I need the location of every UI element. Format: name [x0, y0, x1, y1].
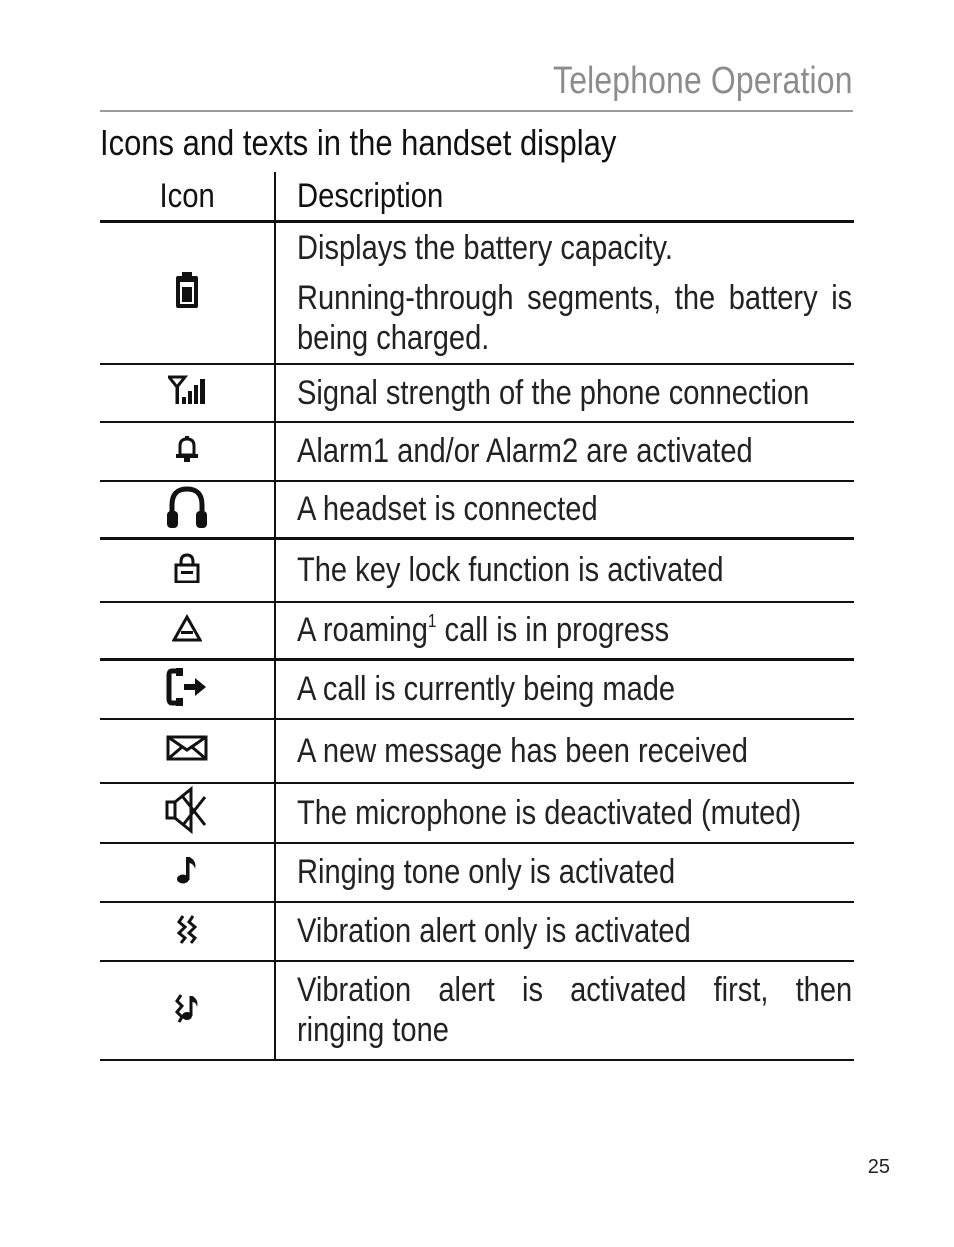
- description-text: Alarm1 and/or Alarm2 are activated: [297, 432, 753, 470]
- table-row: [100, 539, 854, 602]
- table-row: [100, 222, 854, 364]
- icon-cell: [100, 843, 275, 902]
- description-cell: [275, 481, 854, 539]
- table-row: [100, 364, 854, 422]
- music-note-icon: [176, 855, 198, 890]
- icon-cell: [100, 364, 275, 422]
- description-line: Displays the battery capacity.: [297, 228, 673, 267]
- icon-cell: [100, 481, 275, 539]
- description-cell: [275, 222, 854, 364]
- description-cell: [275, 660, 854, 719]
- description-line: Running-through segments, the battery is being charged.: [297, 278, 853, 357]
- description-cell: [275, 902, 854, 961]
- page-title: Icons and texts in the handset display: [100, 122, 617, 163]
- table-header-row: [100, 172, 854, 222]
- icon-cell: [100, 222, 275, 364]
- table-row: [100, 422, 854, 481]
- description-cell: [275, 539, 854, 602]
- table-row: [100, 602, 854, 660]
- description-text: Vibration alert is activated first, then ringing tone: [297, 971, 853, 1049]
- muted-microphone-icon: [165, 785, 209, 840]
- vibration-then-ring-icon: [175, 993, 199, 1028]
- icon-cell: [100, 660, 275, 719]
- headset-icon: [166, 485, 208, 534]
- table-row: [100, 843, 854, 902]
- description-text: Ringing tone only is activated: [297, 853, 676, 891]
- key-lock-icon: [174, 553, 200, 588]
- footnote-marker: 1: [427, 611, 437, 632]
- description-cell: [275, 843, 854, 902]
- vibration-icon: [175, 914, 199, 949]
- description-text: A new message has been received: [297, 731, 748, 770]
- description-cell: [275, 961, 854, 1060]
- table-row: [100, 902, 854, 961]
- icon-table: [100, 172, 854, 1061]
- icon-cell: [100, 719, 275, 783]
- column-header-description: Description: [275, 172, 854, 222]
- page-header: [100, 58, 853, 112]
- icon-cell: [100, 902, 275, 961]
- page-number: 25: [867, 1156, 890, 1178]
- description-text: The microphone is deactivated (muted): [297, 793, 802, 832]
- battery-icon: [174, 271, 200, 314]
- description-text: The key lock function is activated: [297, 551, 724, 590]
- icon-cell: [100, 539, 275, 602]
- table-row: [100, 660, 854, 719]
- description-text: A headset is connected: [297, 490, 598, 529]
- description-cell: [275, 783, 854, 843]
- description-text: Signal strength of the phone connection: [297, 373, 810, 412]
- roaming-icon: [172, 614, 202, 647]
- icon-cell: [100, 783, 275, 843]
- description-text: A roaming$^1$ call is in progress: [297, 611, 670, 650]
- description-cell: [275, 719, 854, 783]
- icon-cell: [100, 602, 275, 660]
- column-header-icon: Icon: [100, 172, 275, 222]
- section-name: Telephone Operation: [553, 60, 853, 102]
- table-row: [100, 481, 854, 539]
- description-cell: [275, 602, 854, 660]
- table-row: [100, 783, 854, 843]
- icon-cell: [100, 422, 275, 481]
- description-cell: [275, 364, 854, 422]
- description-text: A call is currently being made: [297, 670, 676, 709]
- icon-cell: [100, 961, 275, 1060]
- outgoing-call-icon: [166, 667, 208, 712]
- table-row: [100, 719, 854, 783]
- signal-strength-icon: [168, 375, 206, 410]
- envelope-icon: [166, 735, 208, 766]
- description-cell: [275, 422, 854, 481]
- description-text: Vibration alert only is activated: [297, 912, 691, 950]
- alarm-bell-icon: [173, 435, 201, 468]
- table-row: [100, 961, 854, 1060]
